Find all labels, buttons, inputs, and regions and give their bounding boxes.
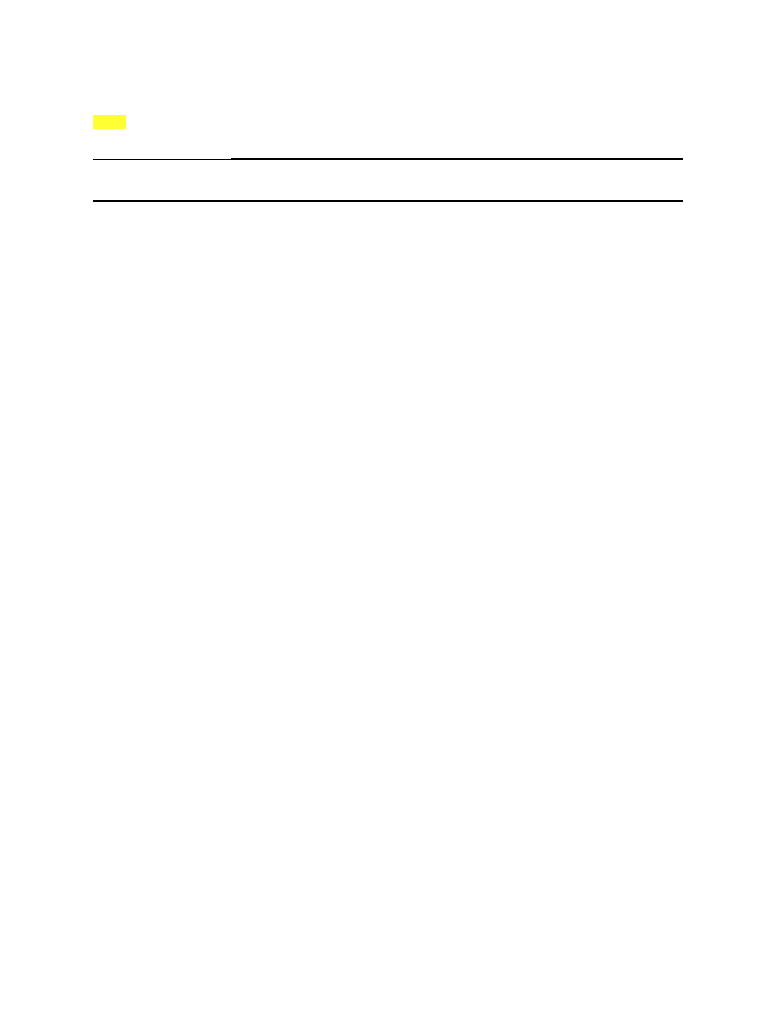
dosage-corner-cell — [93, 159, 232, 160]
document-title — [93, 86, 683, 100]
objective-highlight — [93, 115, 126, 129]
column-header-nail-lacquer — [594, 159, 683, 160]
dosage-table-caption — [93, 144, 683, 158]
column-header-powder — [522, 159, 594, 160]
column-header-gel — [303, 159, 373, 160]
mechanism-table — [93, 200, 683, 202]
column-header-cream — [232, 159, 303, 160]
mechanism-header-action — [240, 201, 683, 202]
document-content — [93, 86, 683, 202]
learning-objective — [93, 115, 683, 129]
column-header-shampoo — [443, 159, 522, 160]
mechanism-table-caption — [93, 186, 683, 200]
mechanism-header-drug — [94, 201, 240, 202]
column-header-lotion — [373, 159, 443, 160]
dosage-forms-table — [93, 158, 683, 160]
